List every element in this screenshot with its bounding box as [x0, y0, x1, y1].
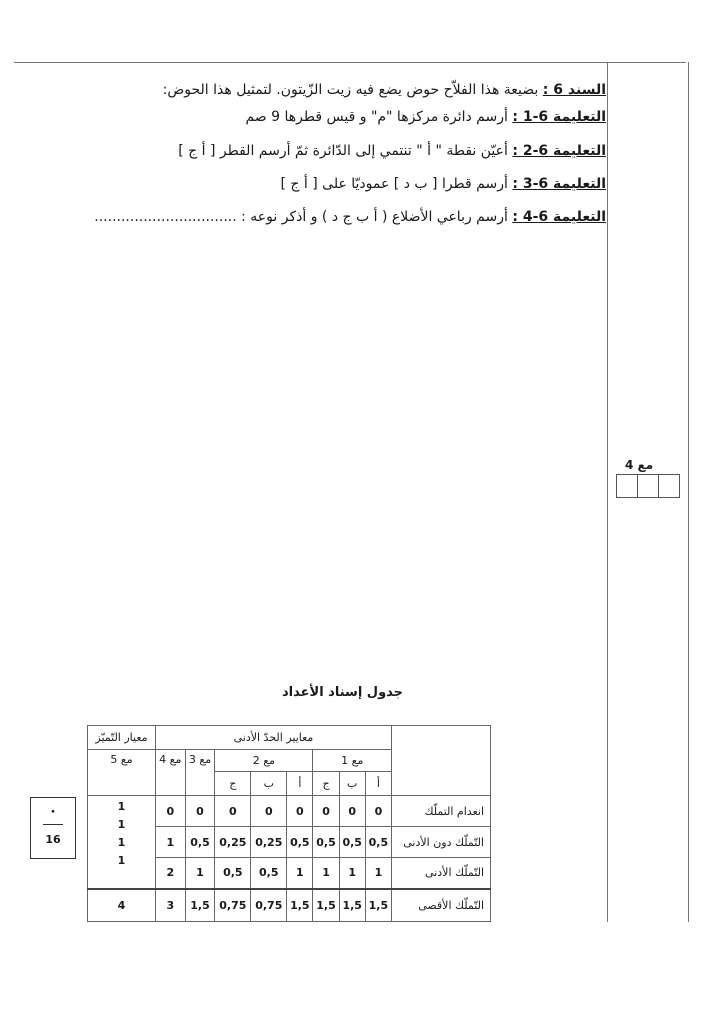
cell: 2	[155, 858, 185, 889]
sub-a: أ	[287, 772, 313, 796]
instruction-3	[281, 174, 606, 194]
cell: 1	[313, 858, 339, 889]
instruction-1	[245, 107, 606, 127]
instruction-text: أعيّن نقطة " أ " تنتمي إلى الدّائرة ثمّ أرسم القطر [ أ ج ]	[178, 143, 508, 159]
row-label: التّملّك الأقصى	[392, 889, 491, 922]
instruction-label: التعليمة 6-1 :	[512, 109, 606, 125]
grading-table	[87, 725, 491, 922]
excellence-max: 4	[88, 889, 156, 922]
score-box[interactable]	[658, 474, 680, 498]
criterion-3: مع 3	[185, 750, 215, 796]
instruction-2	[178, 141, 606, 161]
side-score-label: مع 4	[625, 458, 654, 472]
side-score-boxes	[617, 474, 680, 498]
cell: 1,5	[287, 889, 313, 922]
cell: 0,5	[313, 827, 339, 858]
cell: 1	[185, 858, 215, 889]
cell: 3	[155, 889, 185, 922]
cell: 0,25	[215, 827, 251, 858]
row-label: انعدام التملّك	[392, 796, 491, 827]
instruction-text: أرسم رباعي الأضلاع ( أ ب ج د ) و أذكر نوعه : ................................	[94, 209, 508, 225]
excellence-header: معيار التّميّز	[88, 726, 156, 750]
context-line	[163, 80, 606, 100]
mark-score[interactable]: ٠	[48, 803, 58, 819]
cell: 0	[185, 796, 215, 827]
min-criteria-header: معايير الحدّ الأدنى	[155, 726, 391, 750]
criterion-4: مع 4	[155, 750, 185, 796]
excellence-value: 1	[117, 854, 126, 867]
instruction-label: التعليمة 6-2 :	[512, 143, 606, 159]
cell: 0,5	[339, 827, 365, 858]
context-text: بضيعة هذا الفلاّح حوض يضع فيه زيت الزّيتون. لتمثيل هذا الحوض:	[162, 82, 539, 98]
cell: 0,75	[215, 889, 251, 922]
table-row	[88, 889, 491, 922]
cell: 0	[365, 796, 391, 827]
cell: 1	[155, 827, 185, 858]
cell: 1,5	[313, 889, 339, 922]
sub-c: ج	[313, 772, 339, 796]
cell: 0	[251, 796, 287, 827]
instruction-text: أرسم دائرة مركزها "م" و قيس قطرها 9 صم	[245, 109, 508, 125]
right-edge-rule	[688, 62, 689, 922]
sub-b: ب	[339, 772, 365, 796]
cell: 1	[365, 858, 391, 889]
cell: 0	[155, 796, 185, 827]
exercise-title: السند 6 :	[542, 82, 606, 98]
cell: 1	[287, 858, 313, 889]
instruction-4	[94, 207, 606, 227]
row-label: التّملّك دون الأدنى	[392, 827, 491, 858]
cell: 0,5	[365, 827, 391, 858]
cell: 0,5	[185, 827, 215, 858]
grading-table-title: جدول إسناد الأعداد	[282, 685, 404, 700]
cell: 1,5	[365, 889, 391, 922]
excellence-value: 1	[117, 800, 126, 813]
sub-c: ج	[215, 772, 251, 796]
excellence-values	[88, 796, 156, 889]
score-box[interactable]	[616, 474, 638, 498]
criterion-5: مع 5	[88, 750, 156, 796]
mark-total: 16	[45, 833, 61, 846]
cell: 0,5	[251, 858, 287, 889]
instruction-label: التعليمة 6-3 :	[512, 176, 606, 192]
cell: 0,5	[287, 827, 313, 858]
cell: 0	[215, 796, 251, 827]
cell: 1,5	[185, 889, 215, 922]
margin-rule	[607, 62, 608, 922]
cell: 1	[339, 858, 365, 889]
row-header-corner	[392, 726, 491, 796]
instruction-text: أرسم قطرا [ ب د ] عموديّا على [ أ ج ]	[280, 176, 508, 192]
row-label: التّملّك الأدنى	[392, 858, 491, 889]
excellence-value: 1	[117, 836, 126, 849]
criterion-1: مع 1	[313, 750, 392, 772]
sub-a: أ	[365, 772, 391, 796]
cell: 0	[287, 796, 313, 827]
excellence-value: 1	[117, 818, 126, 831]
top-rule	[14, 62, 686, 63]
cell: 0,75	[251, 889, 287, 922]
cell: 0	[339, 796, 365, 827]
instruction-label: التعليمة 6-4 :	[512, 209, 606, 225]
sub-b: ب	[251, 772, 287, 796]
cell: 1,5	[339, 889, 365, 922]
cell: 0	[313, 796, 339, 827]
cell: 0,25	[251, 827, 287, 858]
score-box[interactable]	[637, 474, 659, 498]
criterion-2: مع 2	[215, 750, 313, 772]
mark-box	[30, 797, 76, 859]
cell: 0,5	[215, 858, 251, 889]
table-row	[88, 796, 491, 827]
